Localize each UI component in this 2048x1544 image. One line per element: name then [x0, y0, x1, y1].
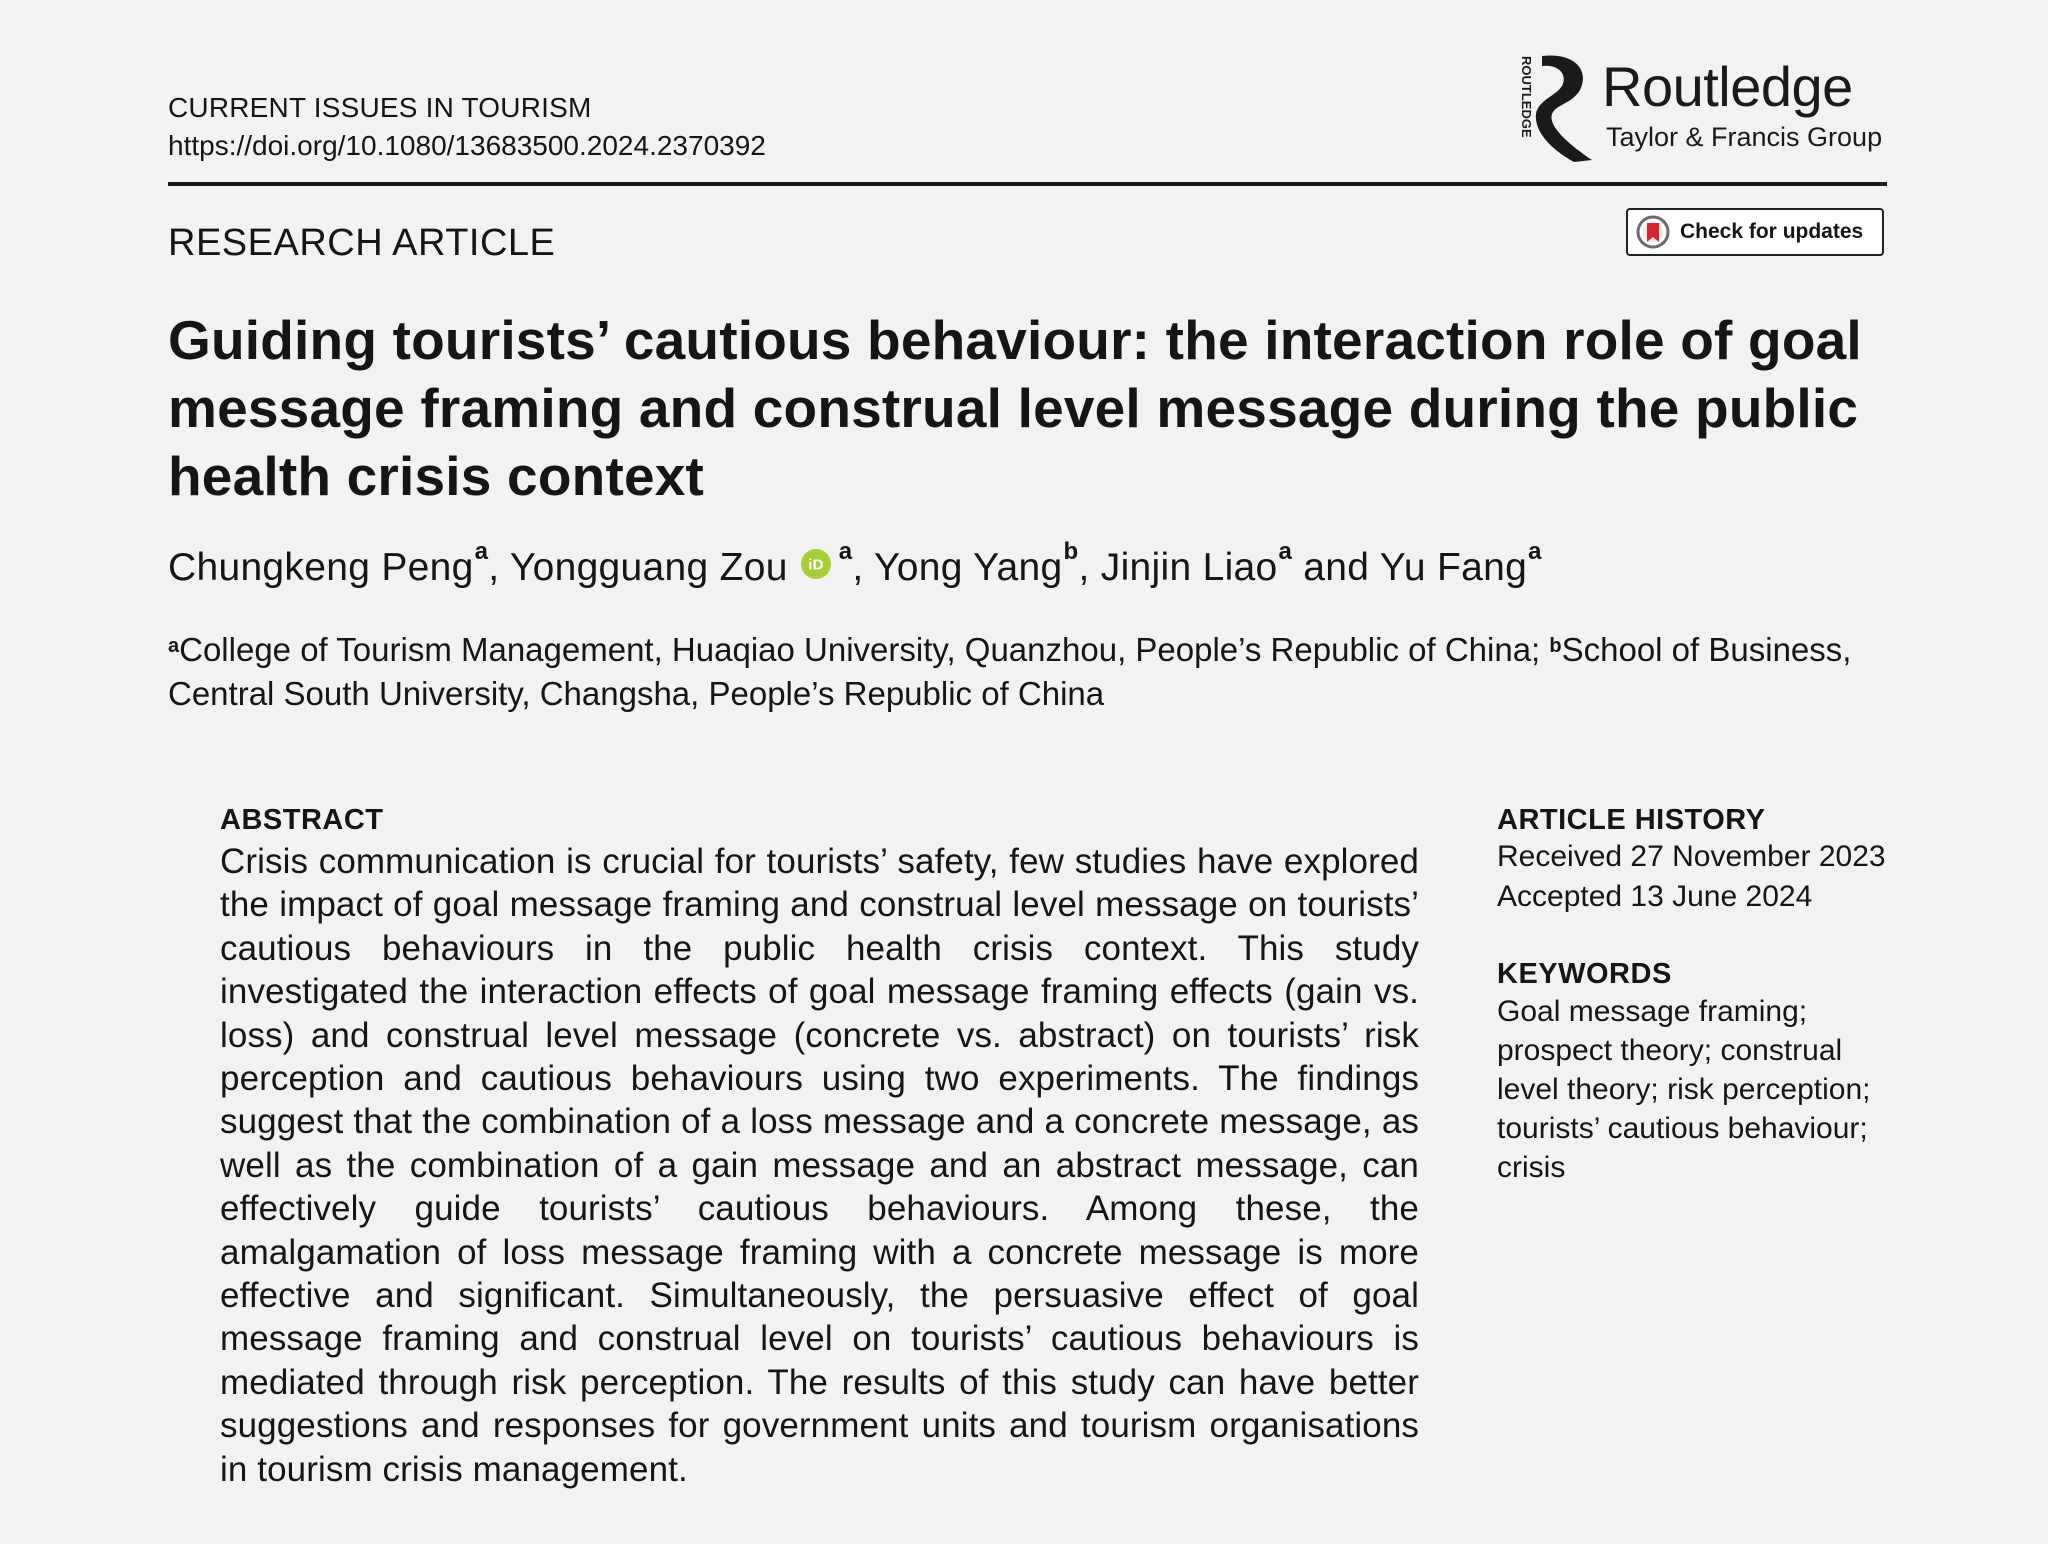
author-affiliation-mark: a — [474, 538, 489, 565]
journal-name: CURRENT ISSUES IN TOURISM — [168, 92, 592, 123]
keywords-heading: KEYWORDS — [1497, 958, 1672, 990]
routledge-logo-icon — [1512, 52, 1594, 164]
doi-link[interactable]: https://doi.org/10.1080/13683500.2024.2370392 — [168, 130, 766, 161]
article-title: Guiding tourists’ cautious behaviour: the interaction role of goal message framing and construal level message during the public health crisis context — [168, 309, 1862, 507]
abstract-body: Crisis communication is crucial for tourists’ safety, few studies have explored the impact of goal message framing and construal level message on tourists’ cautious behaviours in the public health crisis context. This study investigated the interaction effects of goal message framing effects (gain vs. loss) and construal level message (concrete vs. abstract) on tourists’ risk perception and cautious behaviours using two experiments. The findings suggest that the combination of a loss message and a concrete message, as well as the combination of a gain message and an abstract message, can effectively guide tourists’ cautious behaviours. Among these, the amalgamation of loss message framing with a concrete message is more effective and significant. Simultaneously, the persuasive effect of goal message framing and construal level on tourists’ cautious behaviours is mediated through risk perception. The results of this study can have better suggestions and responses for government units and tourism organisations in tourism crisis management. — [220, 842, 1419, 1489]
article-history-heading: ARTICLE HISTORY — [1497, 804, 1766, 836]
author-affiliation-mark: a — [1278, 538, 1293, 565]
author-name[interactable]: Yong Yang — [873, 546, 1063, 589]
check-updates-icon — [1636, 215, 1670, 249]
author-affiliation-mark: a — [838, 538, 853, 565]
accepted-date: Accepted 13 June 2024 — [1497, 880, 1813, 913]
author-name[interactable]: Jinjin Liao — [1100, 546, 1278, 589]
affiliation-text: College of Tourism Management, Huaqiao University, Quanzhou, People’s Republic of China; — [179, 631, 1550, 668]
affiliation-label: b — [1549, 635, 1562, 657]
orcid-icon[interactable] — [800, 548, 832, 580]
author-affiliation-mark: b — [1063, 538, 1079, 565]
affiliation-text: School of Business, Central South University, Changsha, People’s Republic of China — [168, 631, 1852, 712]
publisher-group: Taylor & Francis Group — [1606, 122, 1883, 152]
author-name[interactable]: Yu Fang — [1379, 546, 1528, 589]
keywords-list: Goal message framing; prospect theory; construal level theory; risk perception; tourists’ cautious behaviour; crisis — [1497, 995, 1871, 1184]
author-affiliation-mark: a — [1528, 538, 1542, 565]
check-for-updates-button[interactable] — [1626, 208, 1884, 256]
publisher-name: Routledge — [1602, 55, 1853, 118]
author-name[interactable]: Chungkeng Peng — [168, 546, 474, 589]
article-type: RESEARCH ARTICLE — [168, 222, 556, 264]
author-list: Chungkeng Peng$^a$, Yongguang Zou iD $^a$, Yong Yang$^b$, Jinjin Liao$^a$ and Yu Fang$^a$ — [168, 538, 1542, 589]
affiliations — [168, 628, 1893, 716]
svg-text:ROUTLEDGE: ROUTLEDGE — [1519, 56, 1534, 138]
author-name[interactable]: Yongguang Zou — [509, 546, 788, 589]
check-updates-label: Check for updates — [1680, 220, 1864, 243]
abstract-heading: ABSTRACT — [220, 804, 384, 836]
svg-text:iD: iD — [807, 556, 824, 574]
affiliation-label: a — [168, 635, 180, 657]
header-rule — [168, 182, 1887, 186]
received-date: Received 27 November 2023 — [1497, 840, 1886, 873]
publisher-logo[interactable] — [1512, 52, 1892, 167]
